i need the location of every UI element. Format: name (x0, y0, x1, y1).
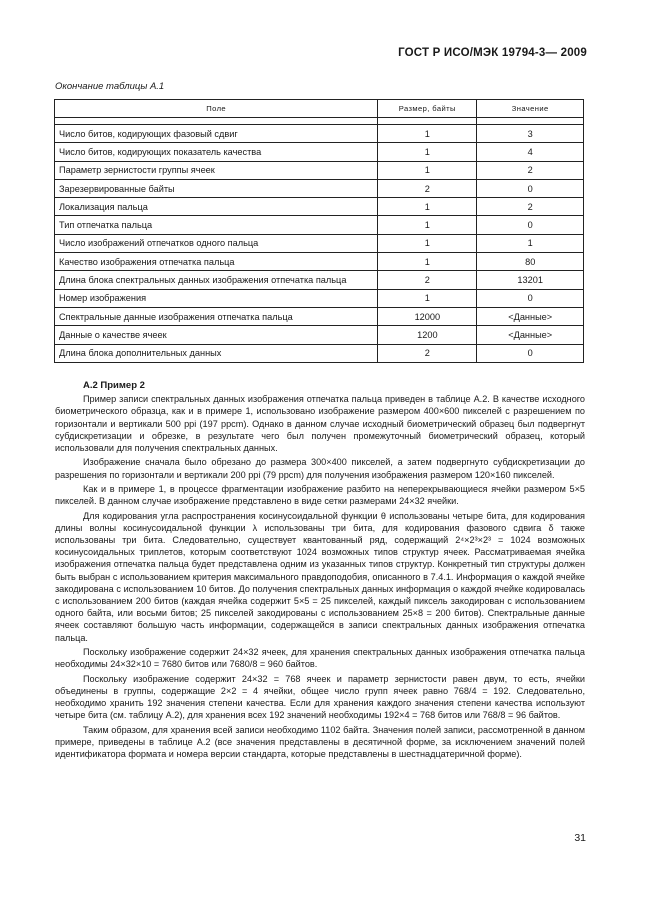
cell-value: 2 (477, 161, 584, 179)
cell-field: Спектральные данные изображения отпечатка пальца (55, 307, 378, 325)
table-row (55, 307, 584, 325)
cell-field: Число изображений отпечатков одного пальца (55, 234, 378, 252)
section-body (55, 380, 585, 762)
cell-field: Тип отпечатка пальца (55, 216, 378, 234)
cell-value: <Данные> (477, 307, 584, 325)
cell-size: 2 (378, 344, 477, 362)
cell-field: Локализация пальца (55, 198, 378, 216)
cell-field: Данные о качестве ячеек (55, 326, 378, 344)
cell-value: 0 (477, 216, 584, 234)
cell-field: Число битов, кодирующих показатель качества (55, 143, 378, 161)
table-row (55, 179, 584, 197)
table-row (55, 289, 584, 307)
cell-value: 0 (477, 179, 584, 197)
cell-value: 80 (477, 253, 584, 271)
standard-header: ГОСТ Р ИСО/МЭК 19794-3— 2009 (398, 47, 587, 59)
paragraph: Таким образом, для хранения всей записи необходимо 1102 байта. Значения полей записи, рассмотренной в данном примере, приведены в таблице А.2 (все значения представлены в десятичной форме, за исключением значений полей идентификатора формата и номера версии стандарта, которые представлены в шестнадцатеричной форме). (55, 724, 585, 760)
cell-size: 1 (378, 216, 477, 234)
table-row (55, 216, 584, 234)
cell-value: 4 (477, 143, 584, 161)
table-caption: Окончание таблицы А.1 (55, 81, 165, 92)
cell-size: 12000 (378, 307, 477, 325)
table-row (55, 161, 584, 179)
paragraph: Как и в примере 1, в процессе фрагментации изображение разбито на неперекрывающиеся ячейки размером 5×5 пикселей. В данном случае изображение представлено в виде сетки размерами 24×32 ячейки. (55, 484, 585, 507)
table-header-row (55, 100, 584, 118)
table-row (55, 234, 584, 252)
column-header-value: Значение (477, 100, 584, 118)
cell-size: 2 (378, 179, 477, 197)
cell-value: <Данные> (477, 326, 584, 344)
cell-field: Число битов, кодирующих фазовый сдвиг (55, 125, 378, 143)
cell-value: 13201 (477, 271, 584, 289)
table-row (55, 253, 584, 271)
cell-field: Качество изображения отпечатка пальца (55, 253, 378, 271)
table-row (55, 143, 584, 161)
cell-size: 1 (378, 234, 477, 252)
cell-value: 0 (477, 289, 584, 307)
table-row (55, 344, 584, 362)
table-row (55, 326, 584, 344)
paragraph: Пример записи спектральных данных изображения отпечатка пальца приведен в таблице А.2. В качестве исходного биометрического образца, как и в примере 1, использовано изображение размером 400×600 пикселей с разрешением по горизонтали и вертикали 500 ppi (197 ppcm). Однако в данном случае исходный биометрический образец был подвергнут субдискретизации и обрезке, в результате чего был получен промежуточный биометрический образец, который использовали для получения спектральных данных. (55, 394, 585, 454)
column-header-size: Размер, байты (378, 100, 477, 118)
table-row (55, 198, 584, 216)
fields-table (54, 99, 584, 363)
section-heading: А.2 Пример 2 (83, 380, 145, 391)
column-header-field: Поле (55, 100, 378, 118)
table-row (55, 125, 584, 143)
cell-size: 1200 (378, 326, 477, 344)
cell-size: 1 (378, 161, 477, 179)
table-spacer-row (55, 118, 584, 125)
table-row (55, 271, 584, 289)
cell-value: 2 (477, 198, 584, 216)
cell-field: Зарезервированные байты (55, 179, 378, 197)
cell-value: 1 (477, 234, 584, 252)
cell-size: 1 (378, 125, 477, 143)
cell-size: 2 (378, 271, 477, 289)
cell-field: Параметр зернистости группы ячеек (55, 161, 378, 179)
paragraph: Поскольку изображение содержит 24×32 = 768 ячеек и параметр зернистости равен двум, то есть, ячейки объединены в группы, содержащие 2×2 = 4 ячейки, общее число групп ячеек равно 768/4 = 192. Следовательно, необходимо хранить 192 значения степени качества. Если для хранения каждого значения степени качества используют четыре бита (см. таблицу А.2), для хранения всех 192 значений необходимы 192×4 = 768 битов или 768/8 = 96 байтов. (55, 673, 585, 721)
cell-field: Длина блока дополнительных данных (55, 344, 378, 362)
cell-field: Длина блока спектральных данных изображения отпечатка пальца (55, 271, 378, 289)
cell-size: 1 (378, 143, 477, 161)
cell-field: Номер изображения (55, 289, 378, 307)
paragraph: Поскольку изображение содержит 24×32 ячеек, для хранения спектральных данных изображения отпечатка пальца необходимы 24×32×10 = 7680 битов или 7680/8 = 960 байтов. (55, 647, 585, 670)
paragraph: Для кодирования угла распространения косинусоидальной функции θ использованы четыре бита, для кодирования длины волны косинусоидальной функции λ использованы три бита, для кодирования фазового сдвига δ также использованы три бита. Следовательно, существует квантованный ряд, содержащий 2⁴×2³×2³ = 1024 возможных косинусоидальных триплетов, которым соответствуют 1024 возможных типов структур ячеек. Рассматриваемая ячейка изображения отпечатка пальца будет представлена одним из указанных типов структур. Конкретный тип структуры должен быть выбран с использованием критерия максимального правдоподобия, описанного в 7.4.1. Информация о каждой ячейке закодирована с использованием 10 битов. До получения спектральных данных информация о каждой ячейке кодировалась с использованием 200 битов (каждая ячейка содержит 5×5 = 25 пикселей, каждый пиксель закодирован с использованием одного байта, или восьми битов; 25 пикселей закодированы с использованием 25×8 = 200 битов). Спектральные данные ячеек составляют большую часть информации, содержащейся в записи спектральных данных изображения отпечатка пальца. (55, 510, 585, 643)
cell-value: 0 (477, 344, 584, 362)
cell-value: 3 (477, 125, 584, 143)
cell-size: 1 (378, 253, 477, 271)
paragraph: Изображение сначала было обрезано до размера 300×400 пикселей, а затем подвергнуто субдискретизации до разрешения по горизонтали и вертикали 200 ppi (79 ppcm) для получения изображения размером 120×160 пикселей. (55, 457, 585, 480)
page-number: 31 (574, 832, 586, 844)
cell-size: 1 (378, 289, 477, 307)
cell-size: 1 (378, 198, 477, 216)
